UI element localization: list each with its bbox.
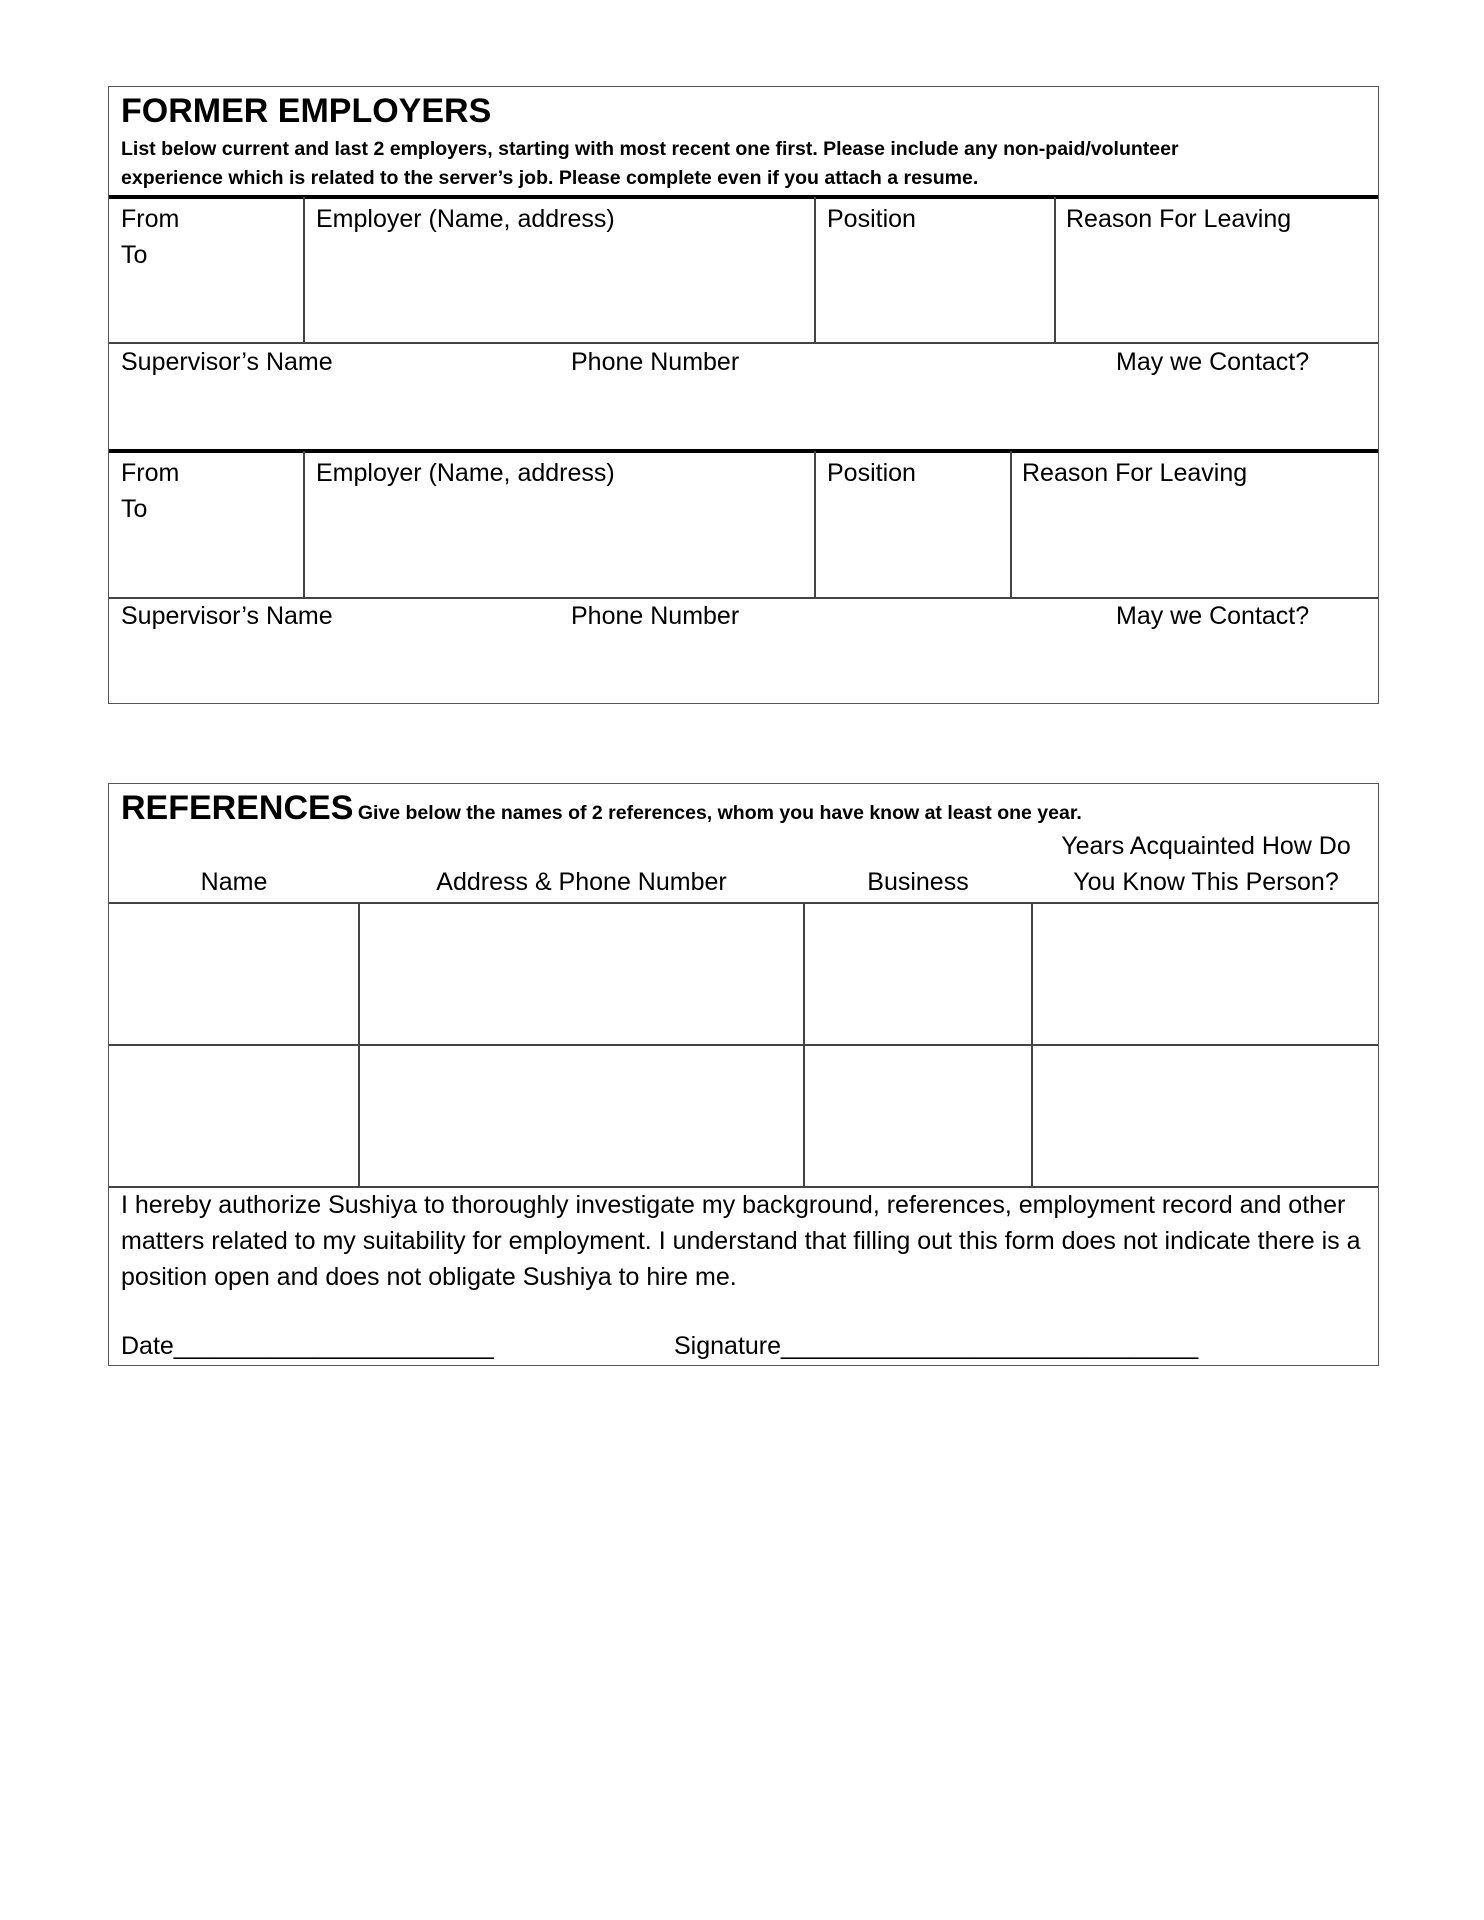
reason-label: Reason For Leaving (1066, 205, 1292, 233)
contact-label: May we Contact? (1116, 602, 1310, 630)
divider (109, 1044, 1378, 1046)
from-label: From (121, 205, 180, 233)
column-divider (303, 197, 305, 342)
references-title: REFERENCES (121, 789, 354, 827)
supervisor-label: Supervisor’s Name (121, 602, 333, 630)
column-header-years-line1: Years Acquainted How Do (1061, 832, 1351, 860)
date-field[interactable]: Date_______________________ (121, 1332, 494, 1360)
contact-label: May we Contact? (1116, 348, 1310, 376)
column-divider (814, 197, 816, 342)
from-label: From (121, 459, 180, 487)
column-header-business: Business (867, 868, 969, 896)
column-header-address: Address & Phone Number (436, 868, 727, 896)
reference-2-name-field[interactable] (113, 1048, 353, 1182)
to-label: To (121, 241, 148, 269)
employer-label: Employer (Name, address) (316, 205, 615, 233)
signature-field[interactable]: Signature______________________________ (674, 1332, 1199, 1360)
references-section (108, 783, 1379, 1366)
reference-1-years-field[interactable] (1036, 906, 1374, 1042)
authorization-text: I hereby authorize Sushiya to thoroughly investigate my background, references, employment record and other matters related to my suitability for employment. I understand that filling out this form does not indicate there is a position open and does not obligate Sushiya to hire me. (121, 1191, 1361, 1291)
column-divider (1054, 197, 1056, 342)
employer-1-reason-field[interactable] (1059, 199, 1374, 339)
employer-label: Employer (Name, address) (316, 459, 615, 487)
reference-1-address-field[interactable] (363, 906, 799, 1042)
employer-2-reason-field[interactable] (1015, 453, 1375, 593)
references-description: Give below the names of 2 references, whom you have know at least one year. (357, 802, 1082, 824)
former-employers-section (108, 86, 1379, 704)
column-divider (1010, 451, 1012, 597)
former-employers-title: FORMER EMPLOYERS (121, 92, 492, 130)
reference-2-address-field[interactable] (363, 1048, 799, 1182)
reason-label: Reason For Leaving (1022, 459, 1248, 487)
employer-1-dates-field[interactable] (121, 199, 297, 339)
position-label: Position (827, 205, 916, 233)
phone-label: Phone Number (571, 348, 740, 376)
references-heading (121, 788, 1082, 828)
column-divider (303, 451, 305, 597)
reference-1-business-field[interactable] (808, 906, 1026, 1042)
former-employers-description-line1: List below current and last 2 employers, starting with most recent one first. Please include any non-paid/volunteer (121, 138, 1179, 160)
employer-2-supervisor-field[interactable] (113, 633, 1373, 699)
phone-label: Phone Number (571, 602, 740, 630)
employer-2-name-field[interactable] (309, 453, 809, 593)
supervisor-label: Supervisor’s Name (121, 348, 333, 376)
former-employers-description-line2: experience which is related to the server’s job. Please complete even if you attach a resume. (121, 167, 979, 189)
employer-1-supervisor-field[interactable] (113, 379, 1373, 445)
column-divider (814, 451, 816, 597)
employer-1-name-field[interactable] (309, 199, 809, 339)
employer-2-position-field[interactable] (819, 453, 1005, 593)
position-label: Position (827, 459, 916, 487)
employer-1-position-field[interactable] (819, 199, 1049, 339)
reference-2-years-field[interactable] (1036, 1048, 1374, 1182)
divider (109, 902, 1378, 904)
to-label: To (121, 495, 148, 523)
column-header-years-line2: You Know This Person? (1073, 868, 1339, 896)
reference-1-name-field[interactable] (113, 906, 353, 1042)
reference-2-business-field[interactable] (808, 1048, 1026, 1182)
employer-2-dates-field[interactable] (121, 453, 297, 593)
column-header-name: Name (200, 868, 268, 896)
